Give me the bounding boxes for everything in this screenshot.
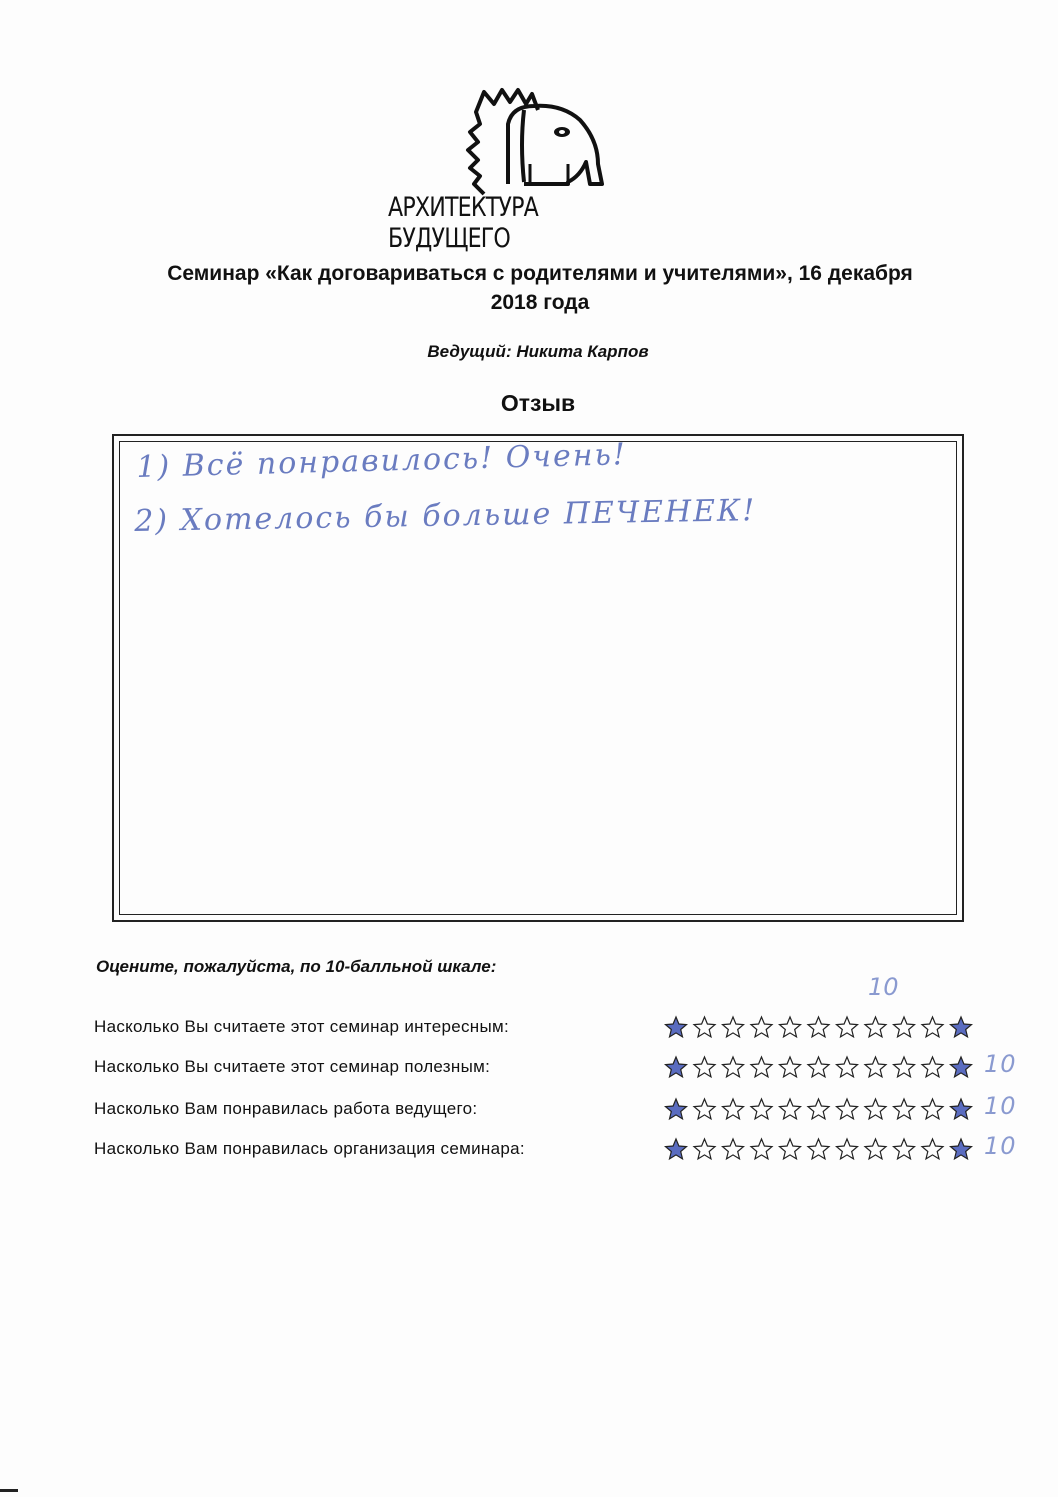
rating-row-organization [94,1132,1024,1173]
star-icon[interactable] [694,1099,715,1119]
logo-text: АРХИТЕКТУРА БУДУЩЕГО [388,192,538,254]
star-rating[interactable] [662,1053,982,1083]
star-rating[interactable] [662,1135,982,1165]
seminar-title-line1: Семинар «Как договариваться с родителями и учителями», 16 декабря [167,262,913,285]
seminar-title [60,259,1020,317]
star-icon-filled[interactable] [666,1017,687,1037]
star-icon[interactable] [922,1099,943,1119]
star-icon[interactable] [865,1099,886,1119]
seminar-title-line2: 2018 года [490,291,590,314]
star-icon[interactable] [837,1057,858,1077]
rating-question-label: Насколько Вы считаете этот семинар интересным: [94,1017,509,1036]
handwritten-review-line-1: 1) Всё понравилось! Очень! [136,437,628,485]
rating-row-useful [94,1050,1024,1091]
star-icon[interactable] [723,1099,744,1119]
star-icon-filled[interactable] [951,1139,972,1159]
star-icon[interactable] [837,1017,858,1037]
rating-question-label: Насколько Вы считаете этот семинар полезным: [94,1057,491,1076]
host-line: Ведущий: Никита Карпов [427,342,649,361]
star-icon[interactable] [751,1017,772,1037]
star-icon[interactable] [694,1139,715,1159]
star-rating[interactable] [662,1095,982,1125]
star-icon[interactable] [837,1139,858,1159]
handwritten-score-2: 10 [984,1050,1017,1078]
star-icon[interactable] [837,1099,858,1119]
rating-question-label: Насколько Вам понравилась работа ведущего: [94,1099,478,1118]
star-icon[interactable] [723,1057,744,1077]
star-icon[interactable] [694,1057,715,1077]
star-icon[interactable] [723,1139,744,1159]
star-icon[interactable] [808,1057,829,1077]
star-icon[interactable] [780,1017,801,1037]
rating-row-interesting [94,1017,1024,1051]
star-icon[interactable] [780,1099,801,1119]
star-icon[interactable] [808,1139,829,1159]
star-icon[interactable] [894,1099,915,1119]
handwritten-score-3: 10 [984,1092,1017,1120]
star-icon-filled[interactable] [666,1139,687,1159]
star-icon[interactable] [865,1017,886,1037]
star-icon[interactable] [780,1139,801,1159]
rating-heading: Оцените, пожалуйста, по 10-балльной шкале: [96,957,497,976]
star-icon[interactable] [751,1139,772,1159]
scan-mark [0,1489,18,1492]
star-icon[interactable] [865,1139,886,1159]
star-icon[interactable] [723,1017,744,1037]
star-icon[interactable] [808,1099,829,1119]
rating-row-host [94,1092,1024,1133]
star-icon[interactable] [751,1057,772,1077]
star-icon[interactable] [694,1017,715,1037]
star-icon-filled[interactable] [666,1099,687,1119]
star-icon-filled[interactable] [951,1017,972,1037]
star-icon[interactable] [865,1057,886,1077]
review-heading: Отзыв [500,390,576,416]
star-icon[interactable] [922,1139,943,1159]
star-icon-filled[interactable] [951,1057,972,1077]
star-icon[interactable] [894,1057,915,1077]
handwritten-score-1: 10 [868,973,899,1001]
star-icon-filled[interactable] [666,1057,687,1077]
star-icon[interactable] [894,1017,915,1037]
handwritten-review-line-2: 2) Хотелось бы больше ПЕЧЕНЕК! [134,493,757,539]
star-rating[interactable] [662,1013,982,1043]
star-icon[interactable] [751,1099,772,1119]
rating-question-label: Насколько Вам понравилась организация семинара: [94,1139,525,1158]
handwritten-score-4: 10 [984,1132,1017,1160]
star-icon-filled[interactable] [951,1099,972,1119]
star-icon[interactable] [922,1057,943,1077]
star-icon[interactable] [808,1017,829,1037]
star-icon[interactable] [922,1017,943,1037]
star-icon[interactable] [780,1057,801,1077]
star-icon[interactable] [894,1139,915,1159]
